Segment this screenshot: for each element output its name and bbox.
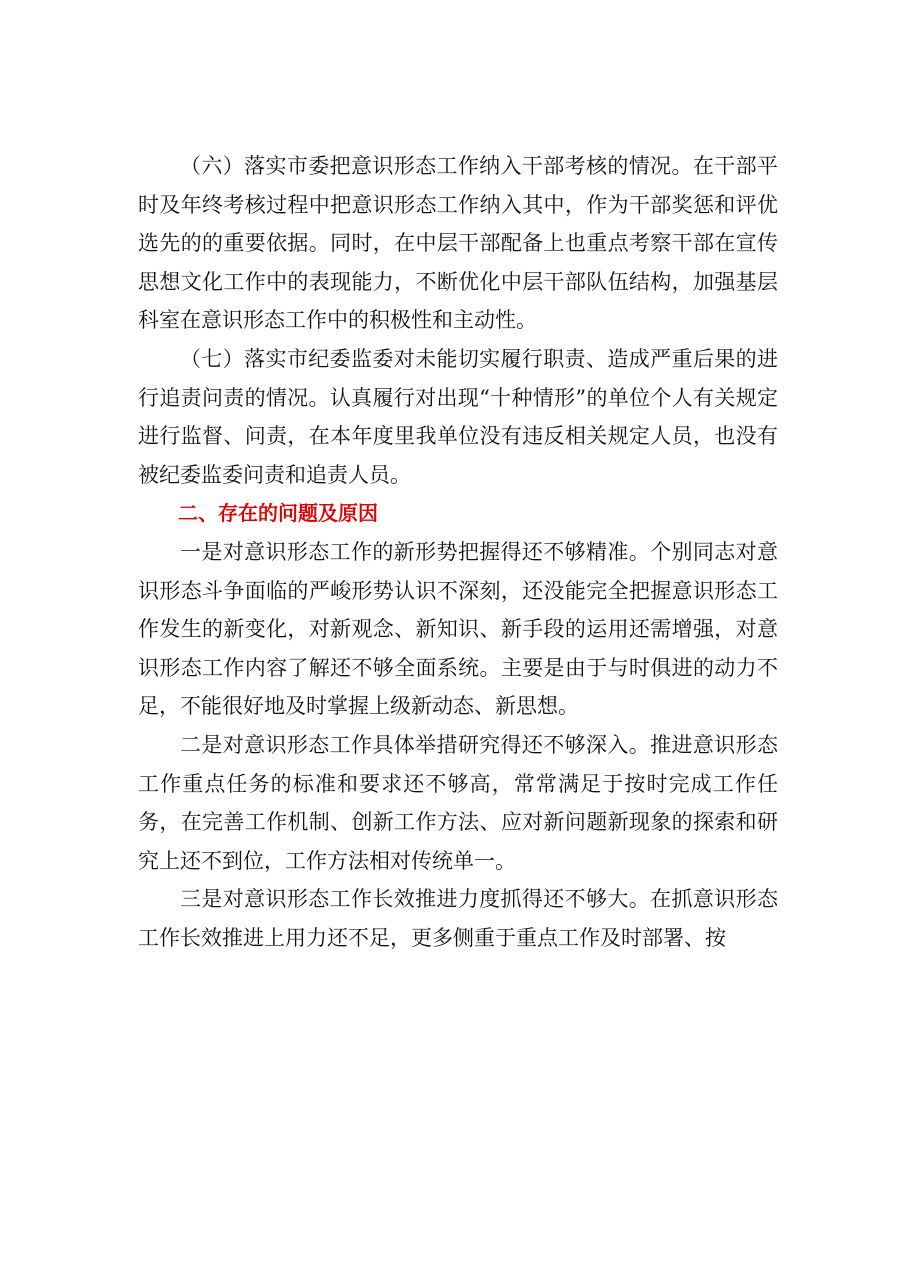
paragraph-problem-1: 一是对意识形态工作的新形势把握得还不够精准。个别同志对意识形态斗争面临的严峻形势认识不深刻，还没能完全把握意识形态工作发生的新变化，对新观念、新知识、新手段的运用还需增强，对意识形态工作内容了解还不够全面系统。主要是由于与时俱进的动力不足，不能很好地及时掌握上级新动态、新思想。 — [138, 539, 778, 719]
document-page — [138, 147, 778, 957]
section-heading-problems: 二、存在的问题及原因 — [178, 501, 378, 526]
paragraph-section-6: （六）落实市委把意识形态工作纳入干部考核的情况。在干部平时及年终考核过程中把意识形态工作纳入其中，作为干部奖惩和评优选先的的重要依据。同时，在中层干部配备上也重点考察干部在宣传思想文化工作中的表现能力，不断优化中层干部队伍结构，加强基层科室在意识形态工作中的积极性和主动性。 — [138, 154, 778, 333]
paragraph-problem-2: 二是对意识形态工作具体举措研究得还不够深入。推进意识形态工作重点任务的标准和要求还不够高，常常满足于按时完成工作任务，在完善工作机制、创新工作方法、应对新问题新现象的探索和研究上还不到位，工作方法相对传统单一。 — [138, 732, 778, 873]
paragraph-section-7: （七）落实市纪委监委对未能切实履行职责、造成严重后果的进行追责问责的情况。认真履行对出现“十种情形”的单位个人有关规定进行监督、问责，在本年度里我单位没有违反相关规定人员，也没有被纪委监委问责和追责人员。 — [138, 346, 778, 487]
paragraph-problem-3: 三是对意识形态工作长效推进力度抓得还不够大。在抓意识形态工作长效推进上用力还不足，更多侧重于重点工作及时部署、按 — [138, 887, 778, 950]
